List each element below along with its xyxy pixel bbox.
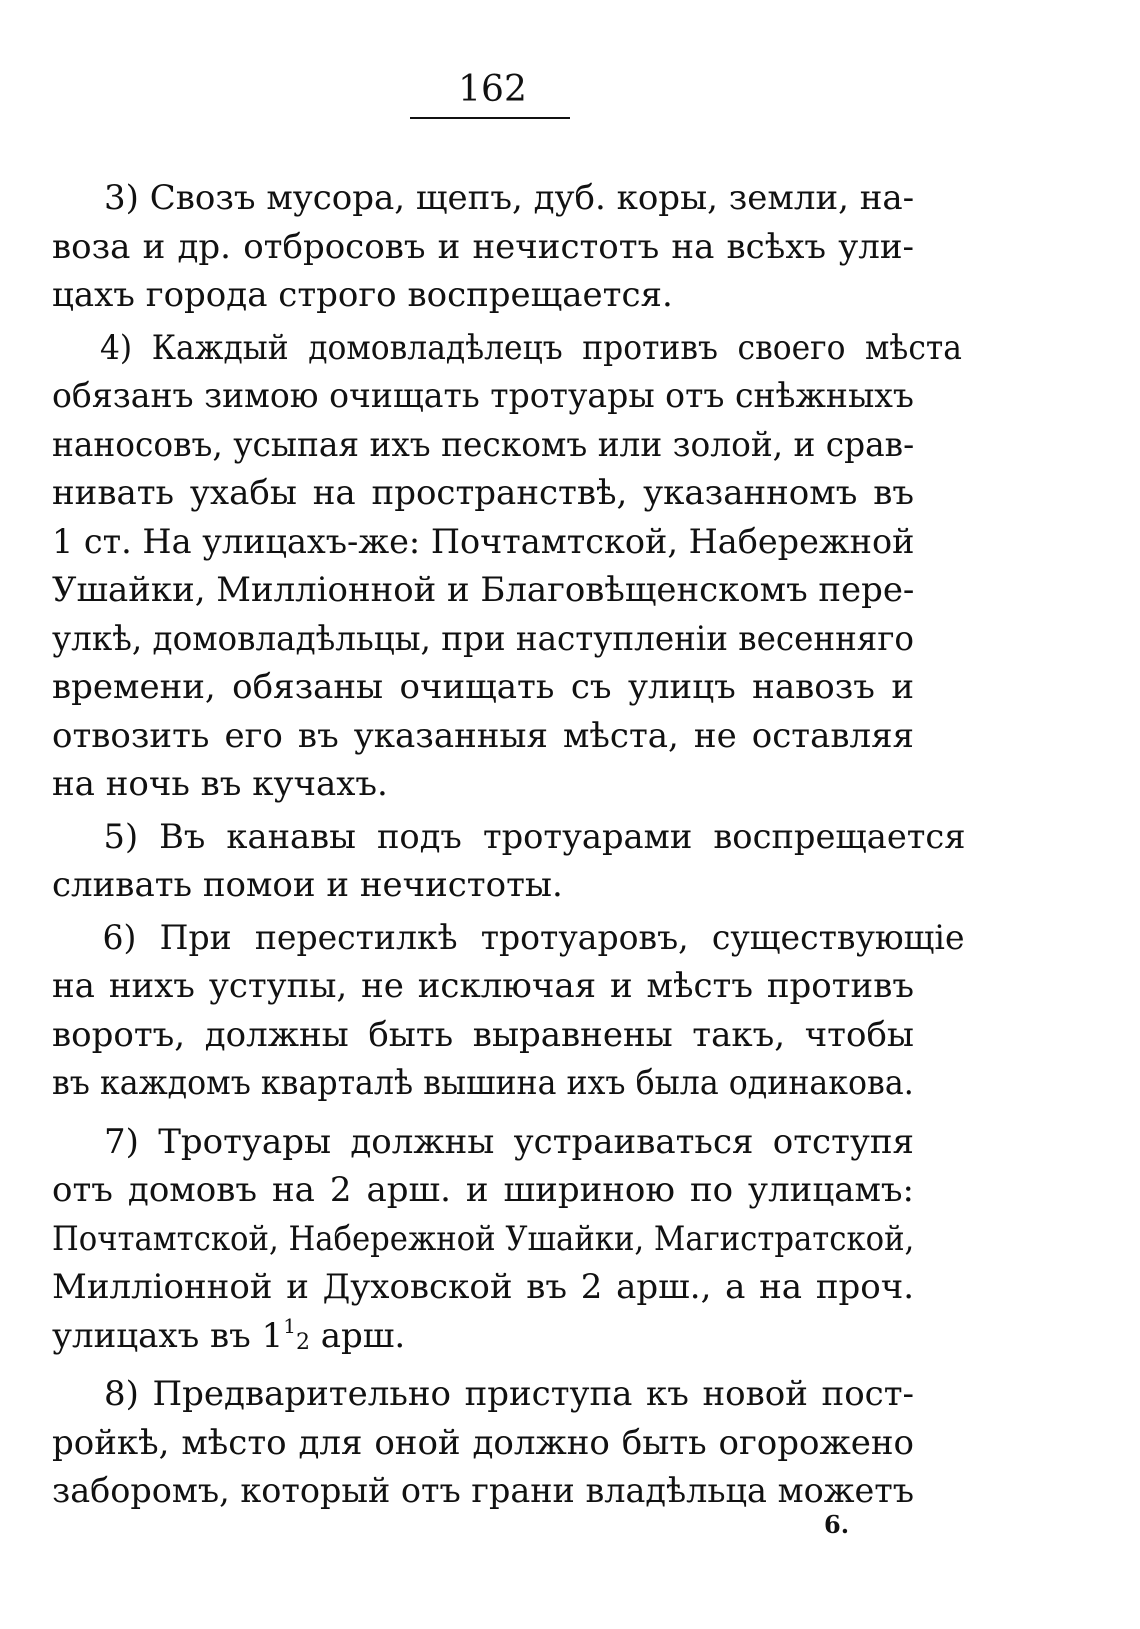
final-line-text: улицахъ въ 1 [52,1315,284,1356]
paragraph-line: ройкѣ, мѣсто для оной должно быть огорожено [52,1422,914,1463]
paragraph-line: нивать ухабы на пространствѣ, указанномъ въ [52,473,914,513]
paragraph-line: воротъ, должны быть выравнены такъ, чтобы [52,1014,914,1055]
header-rule [410,117,570,119]
paragraph-line: отвозить его въ указанныя мѣста, не оставляя [52,715,914,756]
page-number: 162 [458,69,527,110]
paragraph-line: 7) Тротуары должны устраиваться отступя [104,1121,914,1162]
paragraph-line: 4) Каждый домовладѣлецъ противъ своего мѣста [99,327,962,368]
paragraph-line: 3) Свозъ мусора, щепъ, дуб. коры, земли, на- [104,178,914,218]
paragraph-line: отъ домовъ на 2 арш. и шириною по улицамъ: [52,1170,914,1210]
paragraph-7 [52,1118,914,1361]
paragraph-line: Почтамтской, Набережной Ушайки, Магистратской, [52,1218,914,1259]
paragraph-line: улкѣ, домовладѣльцы, при наступленiи весенняго [52,618,915,659]
paragraph-6 [52,914,965,1108]
paragraph-line: 5) Въ канавы подъ тротуарами воспрещается [103,816,966,857]
paragraph-line: Миллiонной и Духовской въ 2 арш., а на проч. [52,1267,914,1307]
paragraph-line: обязанъ зимою очищать тротуары отъ снѣжныхъ [52,376,914,416]
fraction-denominator: 2 [295,1329,310,1355]
paragraph-line: на нихъ уступы, не исключая и мѣстъ противъ [52,966,914,1006]
paragraph-line: 1 ст. На улицахъ-же: Почтамтской, Набережной [52,521,914,562]
signature-mark: 6. [824,1510,850,1539]
paragraph-line: на ночь въ кучахъ. [52,764,388,804]
paragraph-line: цахъ города строго воспрещается. [52,275,673,315]
paragraph-4 [52,324,962,809]
paragraph-line-final [52,1312,914,1361]
paragraph-5 [52,813,966,910]
paragraph-line: Ушайки, Миллiонной и Благовѣщенскомъ пере- [52,570,915,610]
paragraph-line: 6) При перестилкѣ тротуаровъ, существующiе [102,917,965,958]
paragraph-line: воза и др. отбросовъ и нечистотъ на всѣхъ ули- [52,226,914,267]
paragraph-line: сливать помои и нечистоты. [52,865,563,905]
paragraph-3 [52,174,914,320]
paragraph-line: 8) Предварительно приступа къ новой пост- [104,1374,914,1414]
paragraph-line: въ каждомъ кварталѣ вышина ихъ была одинакова. [52,1063,914,1103]
paragraph-8 [52,1370,914,1516]
final-line-unit: арш. [309,1315,406,1356]
fraction-numerator: 1 [283,1313,296,1338]
paragraph-line: наносовъ, усыпая ихъ пескомъ или золой, и срав- [52,424,914,465]
paragraph-line: заборомъ, который отъ грани владѣльца можетъ [52,1471,915,1511]
body-text [52,174,966,1516]
paragraph-line: времени, обязаны очищать съ улицъ навозъ и [52,667,914,707]
